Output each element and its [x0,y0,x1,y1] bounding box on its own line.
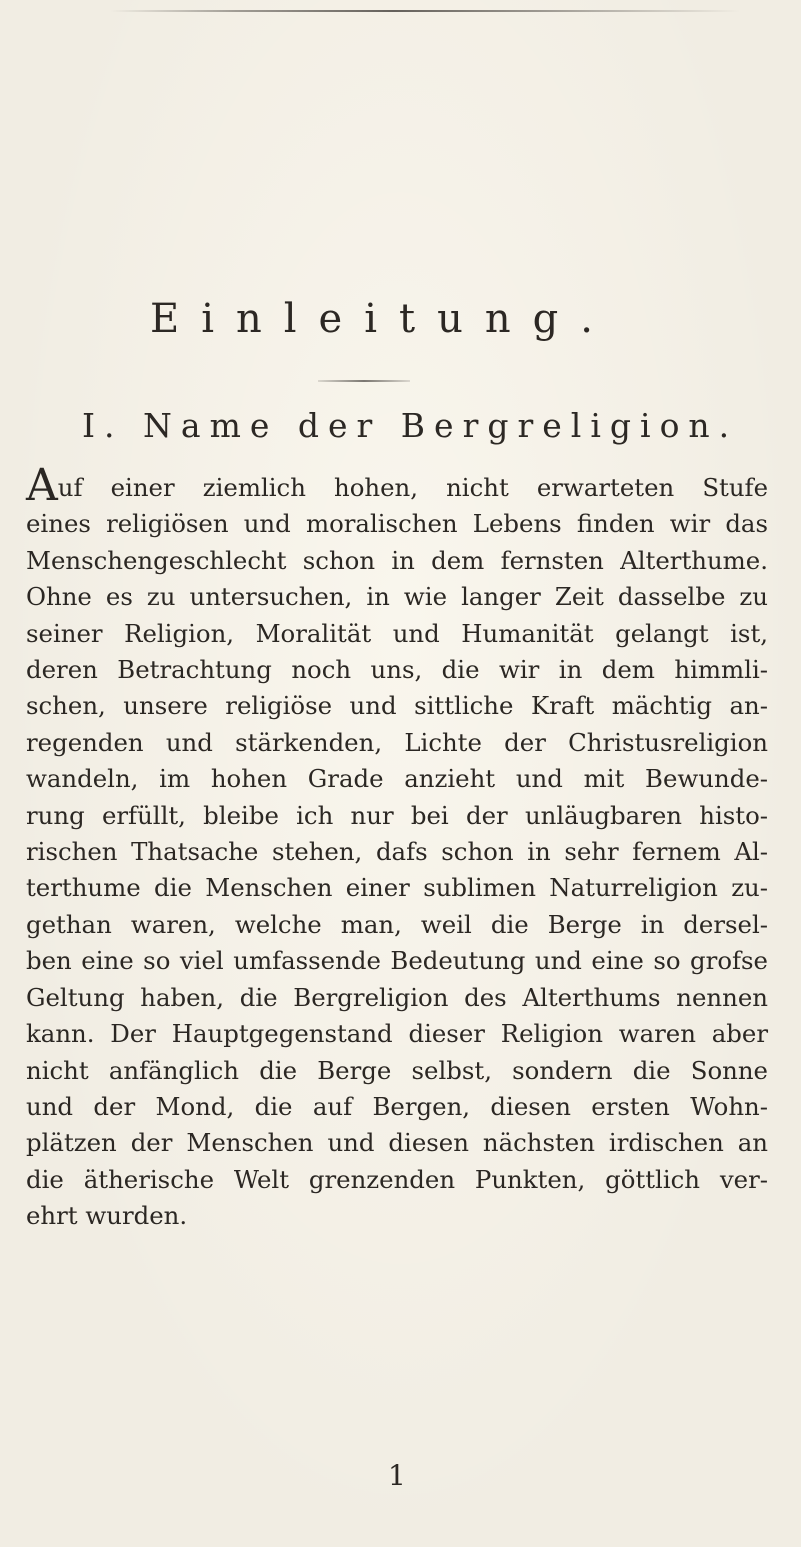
text-line: die ätherische Welt grenzenden Punkten, göttlich ver- [26,1164,768,1194]
text-line: Menschengeschlecht schon in dem fernsten Alterthume. [26,545,768,575]
text-line: seiner Religion, Moralität und Humanität gelangt ist, [26,618,768,648]
text-line: wandeln, im hohen Grade anzieht und mit Bewunde- [26,764,768,794]
text-line: Ohne es zu untersuchen, in wie langer Zeit dasselbe zu [26,582,768,612]
chapter-title: Einleitung. [150,296,615,342]
text-line: terthume die Menschen einer sublimen Naturreligion zu- [26,873,768,903]
text-line: plätzen der Menschen und diesen nächsten irdischen an [26,1128,768,1158]
section-title: I. Name der Bergreligion. [82,406,739,445]
text-line: kann. Der Hauptgegenstand dieser Religion waren aber [26,1019,768,1049]
title-divider [318,380,410,382]
text-line: deren Betrachtung noch uns, die wir in dem himmli- [26,655,768,685]
text-line-content: uf einer ziemlich hohen, nicht erwarteten Stufe [57,473,768,502]
body-paragraph [26,460,768,1235]
text-line: ben eine so viel umfassende Bedeutung und eine so grofse [26,946,768,976]
text-line: regenden und stärkenden, Lichte der Christusreligion [26,727,768,757]
text-line [26,460,768,511]
text-line: rischen Thatsache stehen, dafs schon in sehr fernem Al- [26,837,768,867]
text-line: ehrt wurden. [26,1201,188,1231]
text-line: eines religiösen und moralischen Lebens finden wir das [26,509,768,539]
drop-cap: A [26,460,58,511]
text-line: nicht anfänglich die Berge selbst, sondern die Sonne [26,1055,768,1085]
text-line: und der Mond, die auf Bergen, diesen ersten Wohn- [26,1091,768,1121]
top-rule [110,10,740,12]
text-line: Geltung haben, die Bergreligion des Alterthums nennen [26,982,768,1012]
text-line: gethan waren, welche man, weil die Berge in dersel- [26,909,768,939]
text-line: rung erfüllt, bleibe ich nur bei der unläugbaren histo- [26,800,768,830]
page-number: 1 [388,1459,406,1492]
text-line: schen, unsere religiöse und sittliche Kraft mächtig an- [26,691,768,721]
